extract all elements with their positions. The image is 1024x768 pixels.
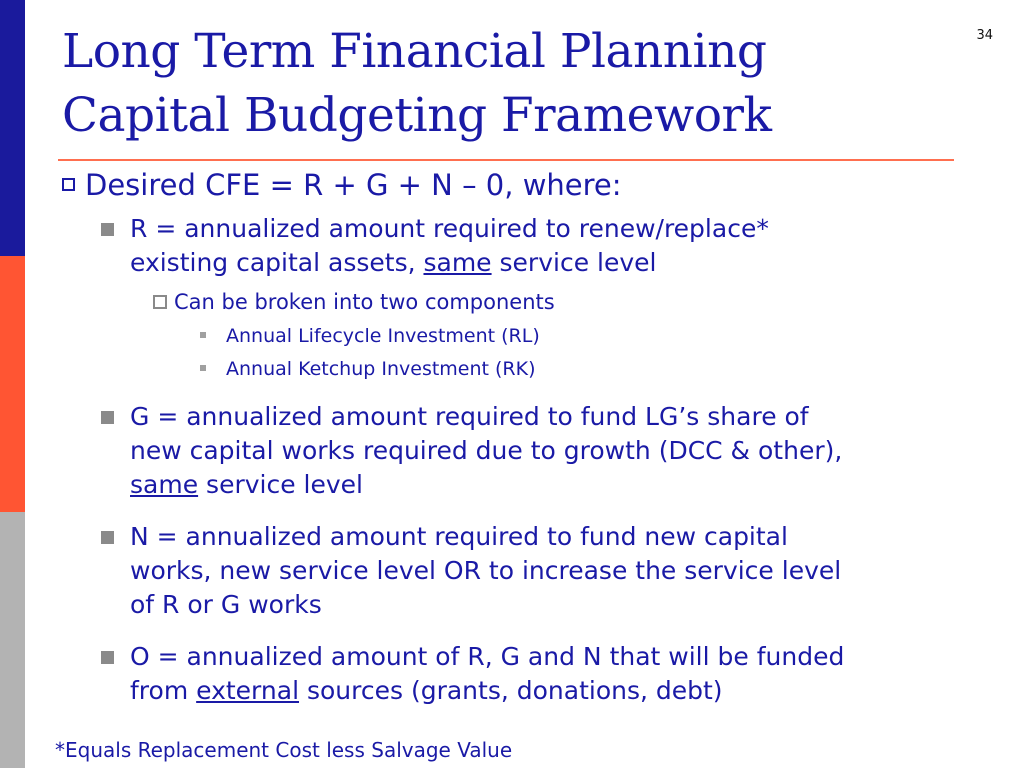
side-bar-blue (0, 0, 25, 256)
bullet-o-line-2: from external sources (grants, donations, debt) (130, 676, 723, 705)
hollow-square-bullet-icon (62, 178, 75, 191)
slide-number: 34 (976, 28, 993, 43)
slide-title (62, 20, 942, 148)
square-bullet-icon (101, 531, 114, 544)
underlined-same: same (423, 248, 492, 277)
small-square-bullet-icon (200, 332, 206, 338)
title-line-1: Long Term Financial Planning (62, 24, 767, 79)
bullet-o-line-1: O = annualized amount of R, G and N that will be funded (130, 642, 845, 671)
side-bar-gray (0, 512, 25, 768)
component-item-text: Annual Lifecycle Investment (RL) (226, 325, 540, 347)
bullet-r-line-2: existing capital assets, same service level (130, 248, 657, 277)
underlined-external: external (196, 676, 300, 705)
bullet-r-subpoint-text: Can be broken into two components (174, 290, 555, 314)
hollow-square-bullet-icon (153, 295, 167, 309)
square-bullet-icon (101, 223, 114, 236)
title-line-2: Capital Budgeting Framework (62, 88, 772, 143)
bullet-g-line-2: new capital works required due to growth (DCC & other), (130, 436, 843, 465)
title-divider (58, 159, 954, 161)
side-bar-orange (0, 256, 25, 512)
bullet-n-line-3: of R or G works (130, 590, 322, 619)
main-bullet (62, 166, 622, 204)
square-bullet-icon (101, 411, 114, 424)
bullet-o-text (130, 640, 844, 708)
bullet-n-line-1: N = annualized amount required to fund new capital (130, 522, 788, 551)
footnote: *Equals Replacement Cost less Salvage Value (55, 738, 513, 762)
bullet-g-line-3: same service level (130, 470, 363, 499)
bullet-g-line-1: G = annualized amount required to fund LG’s share of (130, 402, 809, 431)
underlined-same: same (130, 470, 199, 499)
small-square-bullet-icon (200, 365, 206, 371)
bullet-n-text (130, 520, 841, 622)
component-item-text: Annual Ketchup Investment (RK) (226, 358, 536, 380)
square-bullet-icon (101, 651, 114, 664)
bullet-r-text (130, 212, 769, 280)
bullet-n-line-2: works, new service level OR to increase the service level (130, 556, 842, 585)
main-bullet-text: Desired CFE = R + G + N – 0, where: (85, 168, 622, 202)
bullet-g-text (130, 400, 842, 502)
bullet-r-line-1: R = annualized amount required to renew/replace* (130, 214, 769, 243)
